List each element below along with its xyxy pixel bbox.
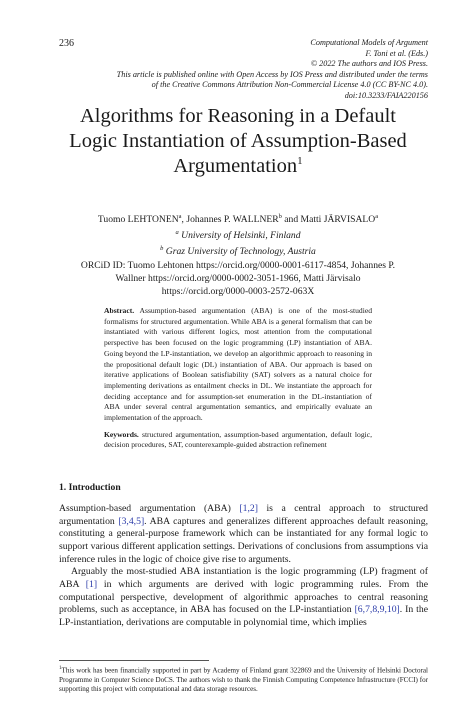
orcid-line[interactable]: https://orcid.org/0000-0003-2572-063X — [161, 285, 315, 297]
header-line: This article is published online with Open Access by IOS Press and distributed under the terms — [116, 69, 428, 79]
paragraph-text: . ABA captures and generalizes different approaches default reasoning, constituting a general-purpose framework which can be instantiated for any formal logic to support various different application settings. Derivations of conclusions from assumptions via inference rules in the logic of choice give rise to arguments. — [59, 515, 428, 565]
keywords-label: Keywords. — [104, 429, 139, 439]
header-line: Computational Models of Argument — [310, 38, 428, 47]
affiliation — [40, 226, 436, 242]
abstract-body — [104, 306, 372, 424]
authors-block — [40, 210, 436, 298]
footnote-divider — [59, 660, 209, 661]
paragraph-text: . In the LP-instantiation, derivations are computable in polynomial time, which implies — [59, 604, 429, 628]
title-line-text: Argumentation — [173, 155, 298, 177]
affiliation-text: Graz University of Technology, Austria — [165, 246, 316, 258]
abstract-text: Assumption-based argumentation (ABA) is one of the most-studied formalisms for structured argumentation. While ABA is a general formalism that can be instantiated with various different logics, most attention from the computational perspective has been focused on the logic programming (LP) instantiation of ABA. Going beyond the LP-instantiation, we develop an algorithmic approach to reasoning in the propositional default logic (DL) instantiation of ABA. Our approach is based on iterative applications of Boolean satisfiability (SAT) solvers as a natural choice for implementing derivations as entailment checks in DL. We instantiate the approach for deciding acceptance and for assumption-set enumeration in the DL-instantiation of ABA under several central argumentation semantics, and empirically evaluate an implementation of the approach. — [104, 306, 372, 423]
paragraph-text: in which arguments are derived with logic programming rules. From the computational perspective, development of algorithmic approaches to central reasoning problems, such as acceptance, in ABA has focused on the LP-instantiation — [59, 578, 428, 616]
footnote — [59, 664, 428, 694]
keywords — [104, 430, 372, 451]
orcid-line[interactable]: Wallner https://orcid.org/0000-0002-3051-1966, Matti Järvisalo — [115, 272, 361, 284]
author-name: Matti JÄRVISALO — [300, 214, 376, 226]
author-list — [40, 210, 436, 226]
title-footnote-mark[interactable]: 1 — [297, 155, 303, 168]
page-number: 236 — [59, 38, 74, 49]
author-name: Johannes P. WALLNER — [186, 214, 279, 226]
section-heading: 1. Introduction — [59, 482, 121, 493]
keywords-text: structured argumentation, assumption-based argumentation, default logic, decision procedures, SAT, counterexample-guided abstraction refinement — [104, 429, 372, 450]
affiliation-mark: a — [375, 213, 379, 220]
body-text — [59, 503, 428, 630]
author-separator: and — [281, 214, 301, 226]
abstract-label: Abstract. — [104, 306, 135, 315]
title-line: Algorithms for Reasoning in a Default — [80, 105, 396, 127]
paragraph — [59, 566, 428, 629]
citation-link[interactable]: [1] — [85, 578, 98, 590]
affiliation-mark: b — [278, 213, 282, 220]
paper-title — [40, 104, 436, 179]
footnote-mark: 1 — [59, 666, 62, 671]
abstract — [104, 306, 372, 451]
header-line: © 2022 The authors and IOS Press. — [310, 59, 428, 69]
affiliation-mark: a — [178, 213, 182, 220]
author-name: Tuomo LEHTONEN — [97, 214, 179, 226]
header-line: F. Toni et al. (Eds.) — [365, 48, 428, 58]
affiliation — [40, 242, 436, 258]
author-separator: , — [181, 214, 187, 226]
affiliation-mark: b — [160, 245, 164, 253]
paragraph-text: Arguably the most-studied ABA instantiation is the logic programming (LP) fragment of ABA — [59, 566, 428, 590]
citation-link[interactable]: [3,4,5] — [118, 515, 145, 527]
orcid-line[interactable]: ORCiD ID: Tuomo Lehtonen https://orcid.org/0000-0001-6117-4854, Johannes P. — [80, 259, 396, 271]
paragraph-text: Assumption-based argumentation (ABA) — [59, 503, 240, 514]
paragraph — [59, 503, 428, 566]
header-line: of the Creative Commons Attribution Non-Commercial License 4.0 (CC BY-NC 4.0). — [151, 80, 428, 90]
citation-link[interactable]: [1,2] — [239, 503, 258, 514]
paragraph-text: is a central approach to structured argumentation — [59, 503, 429, 527]
affiliation-mark: a — [175, 229, 179, 237]
doi-text: doi:10.3233/FAIA220156 — [344, 90, 428, 100]
citation-link[interactable]: [6,7,8,9,10] — [354, 604, 400, 616]
footnote-text: This work has been financially supported in part by Academy of Finland grant 322869 and the University of Helsinki Doctoral Programme in Computer Science DoCS. The authors wish to thank the Finnish Computing Competence Infrastructure (FCCI) for supporting this project with computational and data storage resources. — [59, 666, 428, 693]
title-line — [40, 154, 436, 179]
title-line: Logic Instantiation of Assumption-Based — [69, 130, 407, 152]
publication-header — [48, 38, 428, 102]
affiliation-text: University of Helsinki, Finland — [181, 230, 301, 242]
